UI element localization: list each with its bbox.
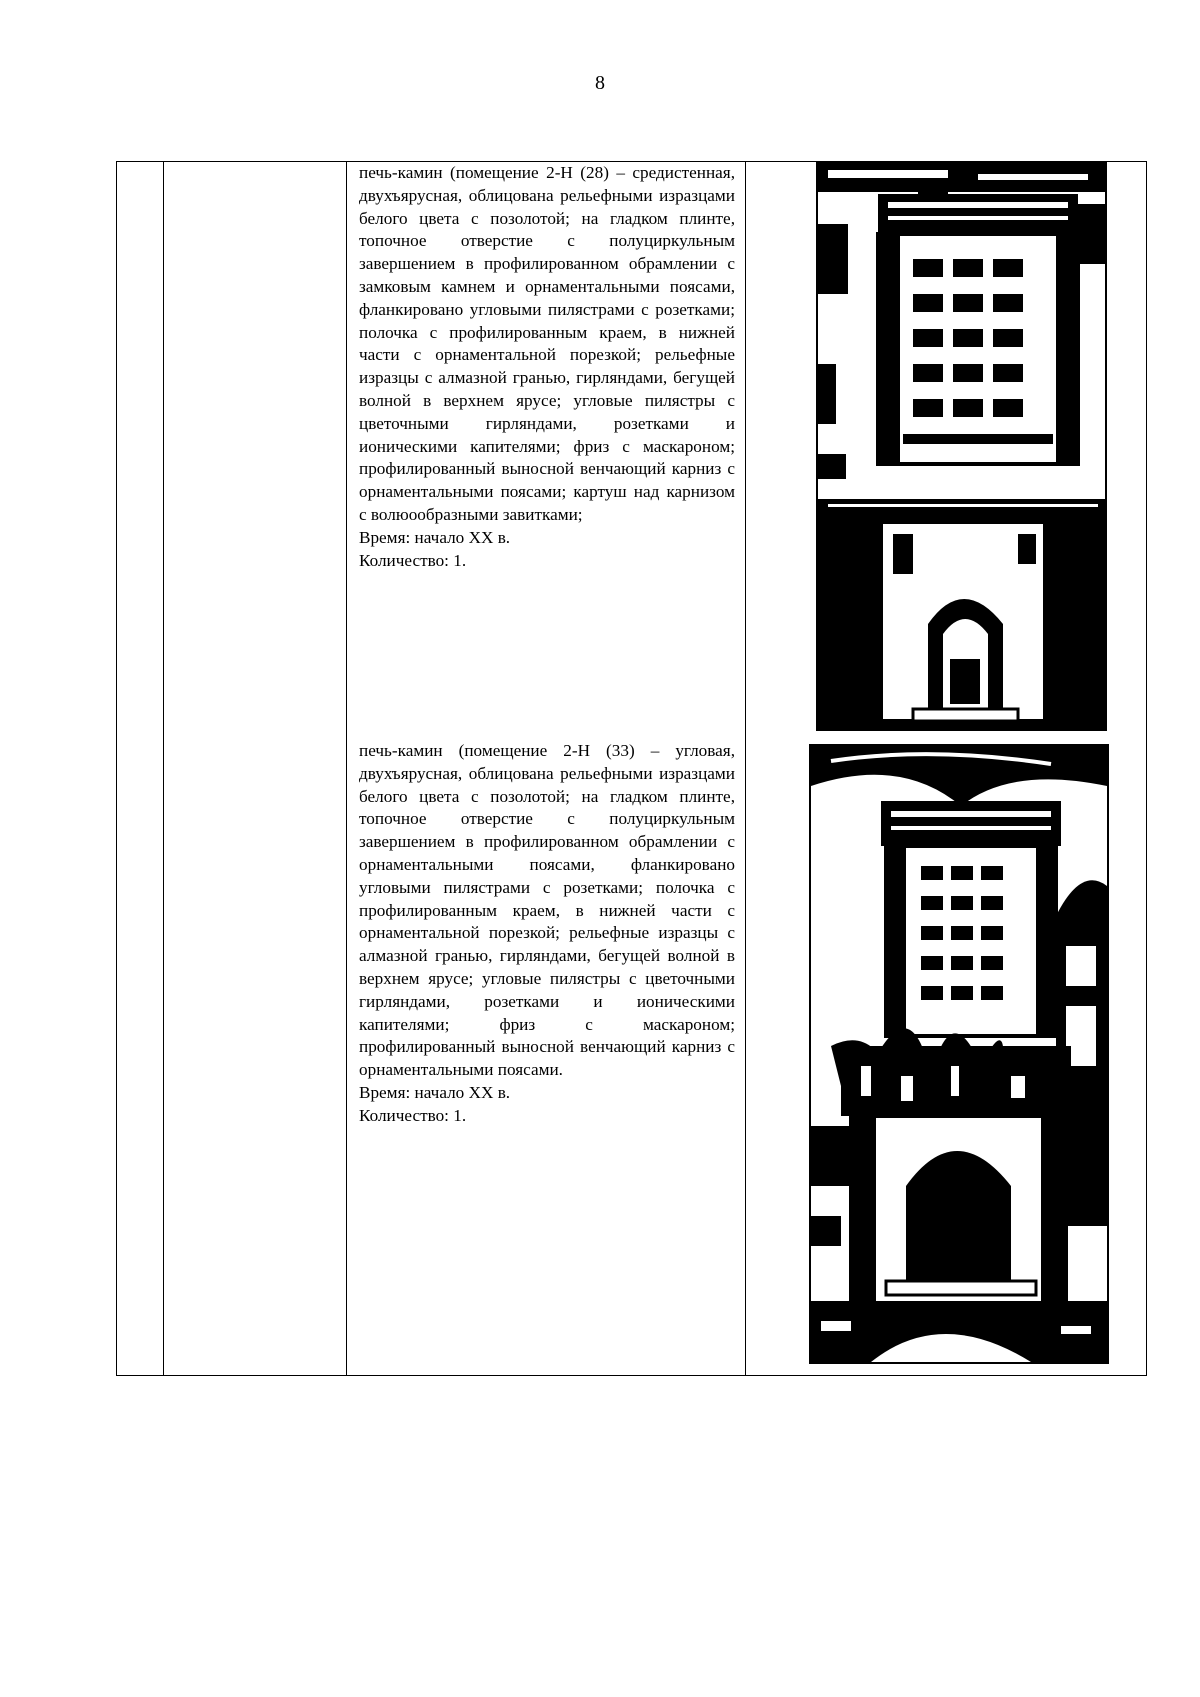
page-number: 8 xyxy=(595,72,605,94)
tiled-stove-fireplace-photo-icon xyxy=(818,164,1105,729)
entry-2-quantity: Количество: 1. xyxy=(359,1105,467,1125)
stove-fireplace-photo-2 xyxy=(809,744,1109,1364)
entry-1 xyxy=(359,162,735,572)
objects-table xyxy=(116,161,1147,1376)
tiled-stove-fireplace-photo-icon xyxy=(811,746,1107,1362)
stove-fireplace-photo-1 xyxy=(816,162,1107,731)
entry-2 xyxy=(359,740,735,1128)
row-number-cell xyxy=(117,162,164,1376)
object-name-cell xyxy=(164,162,347,1376)
photo-cell xyxy=(746,162,1147,1376)
entry-1-quantity: Количество: 1. xyxy=(359,550,467,570)
table-row xyxy=(117,162,1147,1376)
entry-2-time: Время: начало XX в. xyxy=(359,1082,511,1102)
entry-2-description: печь-камин (помещение 2-Н (33) – угловая, двухъярусная, облицована рельефными изразцами белого цвета с позолотой; на гладком плинте, топочное отверстие с полуциркульным завершением в профилированном обрамлении с орнаментальными поясами, фланкировано угловыми пилястрами с розетками; полочка с профилированным краем, в нижней части с орнаментальной порезкой; рельефные изразцы с алмазной гранью, гирляндами, бегущей волной в верхнем ярусе; угловые пилястры с цветочными гирляндами, розетками и ионическими капителями; фриз с маскароном; профилированный выносной венчающий карниз с орнаментальными поясами. xyxy=(359,741,735,1080)
entry-1-description: печь-камин (помещение 2-Н (28) – средистенная, двухъярусная, облицована рельефными изразцами белого цвета с позолотой; на гладком плинте, топочное отверстие с полуциркульным завершением в профилированном обрамлении с замковым камнем и орнаментальными поясами, фланкировано угловыми пилястрами с розетками; полочка с профилированным краем, в нижней части с орнаментальной порезкой; рельефные изразцы с алмазной гранью, гирляндами, бегущей волной в верхнем ярусе; угловые пилястры с цветочными гирляндами, розетками и ионическими капителями; фриз с маскароном; профилированный выносной венчающий карниз с орнаментальными поясами; картуш над карнизом с волюообразными завитками; xyxy=(359,163,735,524)
entry-1-time: Время: начало XX в. xyxy=(359,527,511,547)
description-cell xyxy=(347,162,746,1376)
